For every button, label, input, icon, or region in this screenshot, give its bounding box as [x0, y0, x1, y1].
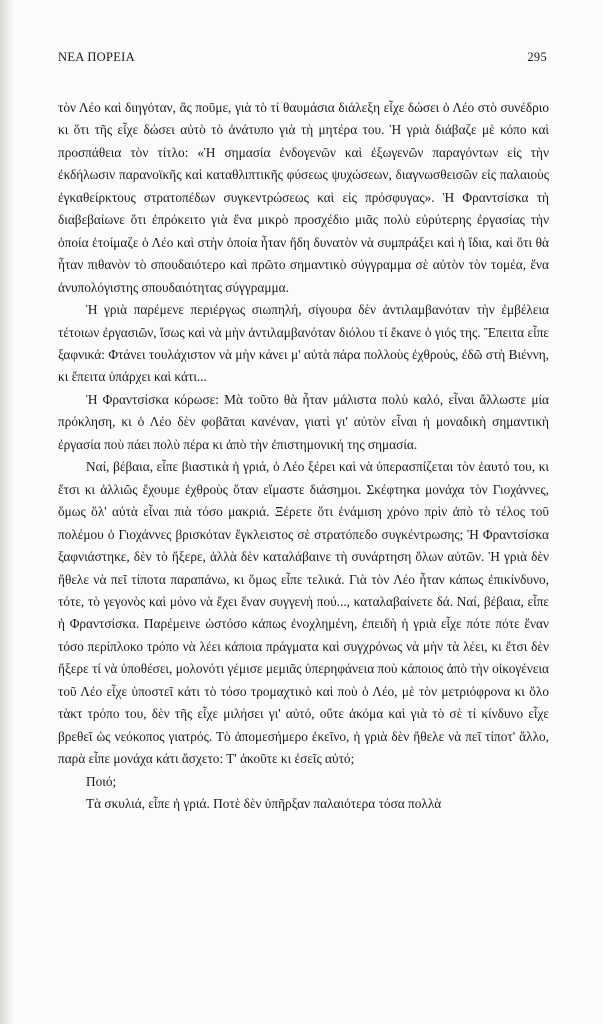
running-title: ΝΕΑ ΠΟΡΕΙΑ — [58, 50, 135, 64]
running-header — [58, 50, 547, 66]
page-gutter-shadow — [0, 0, 14, 1024]
paragraph: Ποιό; — [86, 773, 117, 789]
paragraph: Ἡ γριὰ παρέμενε περιέργως σιωπηλή, σίγουρα δὲν ἀντιλαμβανόταν τὴν ἐμβέλεια τέτοιων ἐργασιῶν, ἴσως καὶ νὰ μὴν ἀντιλαμβανόταν διόλου τί ἔκανε ὁ γιός της. Ἔπειτα εἶπε ξαφνικά: Φτάνει τουλάχιστον νὰ μὴν κάνει μ' αὐτὰ πάρα πολλοὺς ἐχθρούς, ἐδῶ στὴ Βιέννη, κι ἔπειτα ὑπάρχει καὶ κάτι... — [58, 302, 549, 385]
body-text — [58, 97, 549, 816]
page-number: 295 — [527, 50, 547, 64]
paragraph: Ἡ Φραντσίσκα κόρωσε: Μὰ τοῦτο θὰ ἦταν μάλιστα πολὺ καλό, εἶναι ἄλλωστε μία πρόκληση, κι ὁ Λέο δὲν φοβᾶται κανέναν, γιατὶ γι' αὐτὸν εἶναι ἡ μοναδικὴ σημαντικὴ ἐργασία ποὺ πάει πολὺ πέρα κι ἀπὸ τὴν ἐπιστημονική της σημασία. — [58, 391, 549, 452]
paragraph: Τὰ σκυλιά, εἶπε ἡ γριά. Ποτὲ δὲν ὑπῆρξαν παλαιότερα τόσα πολλὰ — [86, 796, 442, 812]
paragraph: Ναί, βέβαια, εἶπε βιαστικὰ ἡ γριά, ὁ Λέο ξέρει καὶ νὰ ὑπερασπίζεται τὸν ἑαυτό του, κι ἔτσι κι ἀλλιῶς ἔχουμε ἐχθροὺς ὅταν εἴμαστε διάσημοι. Σκέφτηκα μονάχα τὸν Γιοχάννες, ὅμως ὅλ' αὐτὰ εἶναι πιὰ τόσο μακριά. Ξέρετε ὅτι ἑνάμιση χρόνο πρὶν ἀπὸ τὸ τέλος τοῦ πολέμου ὁ Γιοχάννες βρισκόταν ἔγκλειστος σὲ στρατόπεδο συγκέντρωσης; Ἡ Φραντσίσκα ξαφνιάστηκε, δὲν τὸ ἤξερε, ἀλλὰ δὲν καταλάβαινε τὴ συνάρτηση ὅλων αὐτῶν. Ἡ γριὰ δὲν ἤθελε νὰ πεῖ τίποτα παραπάνω, κι ὅμως εἶπε τελικά. Γιὰ τὸν Λέο ἦταν κάπως ἐπικίνδυνο, τότε, τὸ γεγονὸς καὶ μόνο νὰ ἔχει ἕναν συγγενὴ πού..., καταλαβαίνετε δά. Ναί, βέβαια, εἶπε ἡ Φραντσίσκα. Παρέμεινε ὡστόσο κάπως ἐνοχλημένη, ἐπειδὴ ἡ γριὰ εἶχε πότε πότε ἕναν τόσο περίπλοκο τρόπο νὰ λέει κάποια πράγματα καὶ συγχρόνως νὰ μὴν τὰ λέει, κι ἔτσι δὲν ἤξερε τί νὰ ὑποθέσει, μολονότι γέμισε μεμιᾶς ὑπερηφάνεια ποὺ κάποιος ἀπὸ τὴν οἰκογένεια τοῦ Λέο εἶχε ὑποστεῖ κάτι τὸ τόσο τρομαχτικὸ καὶ ποὺ ὁ Λέο, μὲ τὸν μετριόφρονα κι ὅλο τὰκτ τρόπο του, δὲν τῆς εἶχε μιλήσει γι' αὐτό, οὔτε ἀκόμα καὶ γιὰ τὸ σὲ τί κίνδυνο εἶχε βρεθεῖ ὡς νεόκοπος γιατρός. Τὸ ἀπομεσήμερο ἐκεῖνο, ἡ γριὰ δὲν ἤθελε νὰ πεῖ τίποτ' ἄλλο, παρὰ εἶπε μονάχα κάτι ἄσχετο: Τ' ἀκοῦτε κι ἐσεῖς αὐτό; — [58, 459, 549, 767]
paragraph: τὸν Λέο καὶ διηγόταν, ἂς ποῦμε, γιὰ τὸ τί θαυμάσια διάλεξη εἶχε δώσει ὁ Λέο στὸ συνέδριο κι ὅτι τῆς εἶχε δώσει αὐτὸ τὸ ἀνάτυπο γιὰ τὴ μητέρα του. Ἡ γριὰ διάβαζε μὲ κόπο καὶ προσπάθεια τὸν τίτλο: «Ἡ σημασία ἐνδογενῶν καὶ ἐξωγενῶν παραγόντων εἰς τὴν ἐκδήλωσιν παρανοϊκῆς καὶ καταθλιπτικῆς φύσεως ψυχώσεων, διαγνωσθεισῶν εἰς παλαιοὺς ἐγκαθείρκτους στρατοπέδων συγκεντρώσεως καὶ εἰς πρόσφυγας». Ἡ Φραντσίσκα τὴ διαβεβαίωνε ὅτι ἐπρόκειτο γιὰ ἕνα μικρὸ προσχέδιο μιᾶς πολὺ εὐρύτερης ἐργασίας τὴν ὁποία ἑτοίμαζε ὁ Λέο καὶ στὴν ὁποία ἦταν ἤδη δυνατὸν νὰ συμπράξει καὶ ἡ ἴδια, καὶ ὅτι θὰ ἦταν πιθανὸν τὸ σπουδαιότερο καὶ πρῶτο σημαντικὸ σύγγραμμα σὲ αὐτὸν τὸν τομέα, ἕνα ἀνυπολόγιστης σπουδαιότητας σύγγραμμα. — [58, 100, 549, 295]
